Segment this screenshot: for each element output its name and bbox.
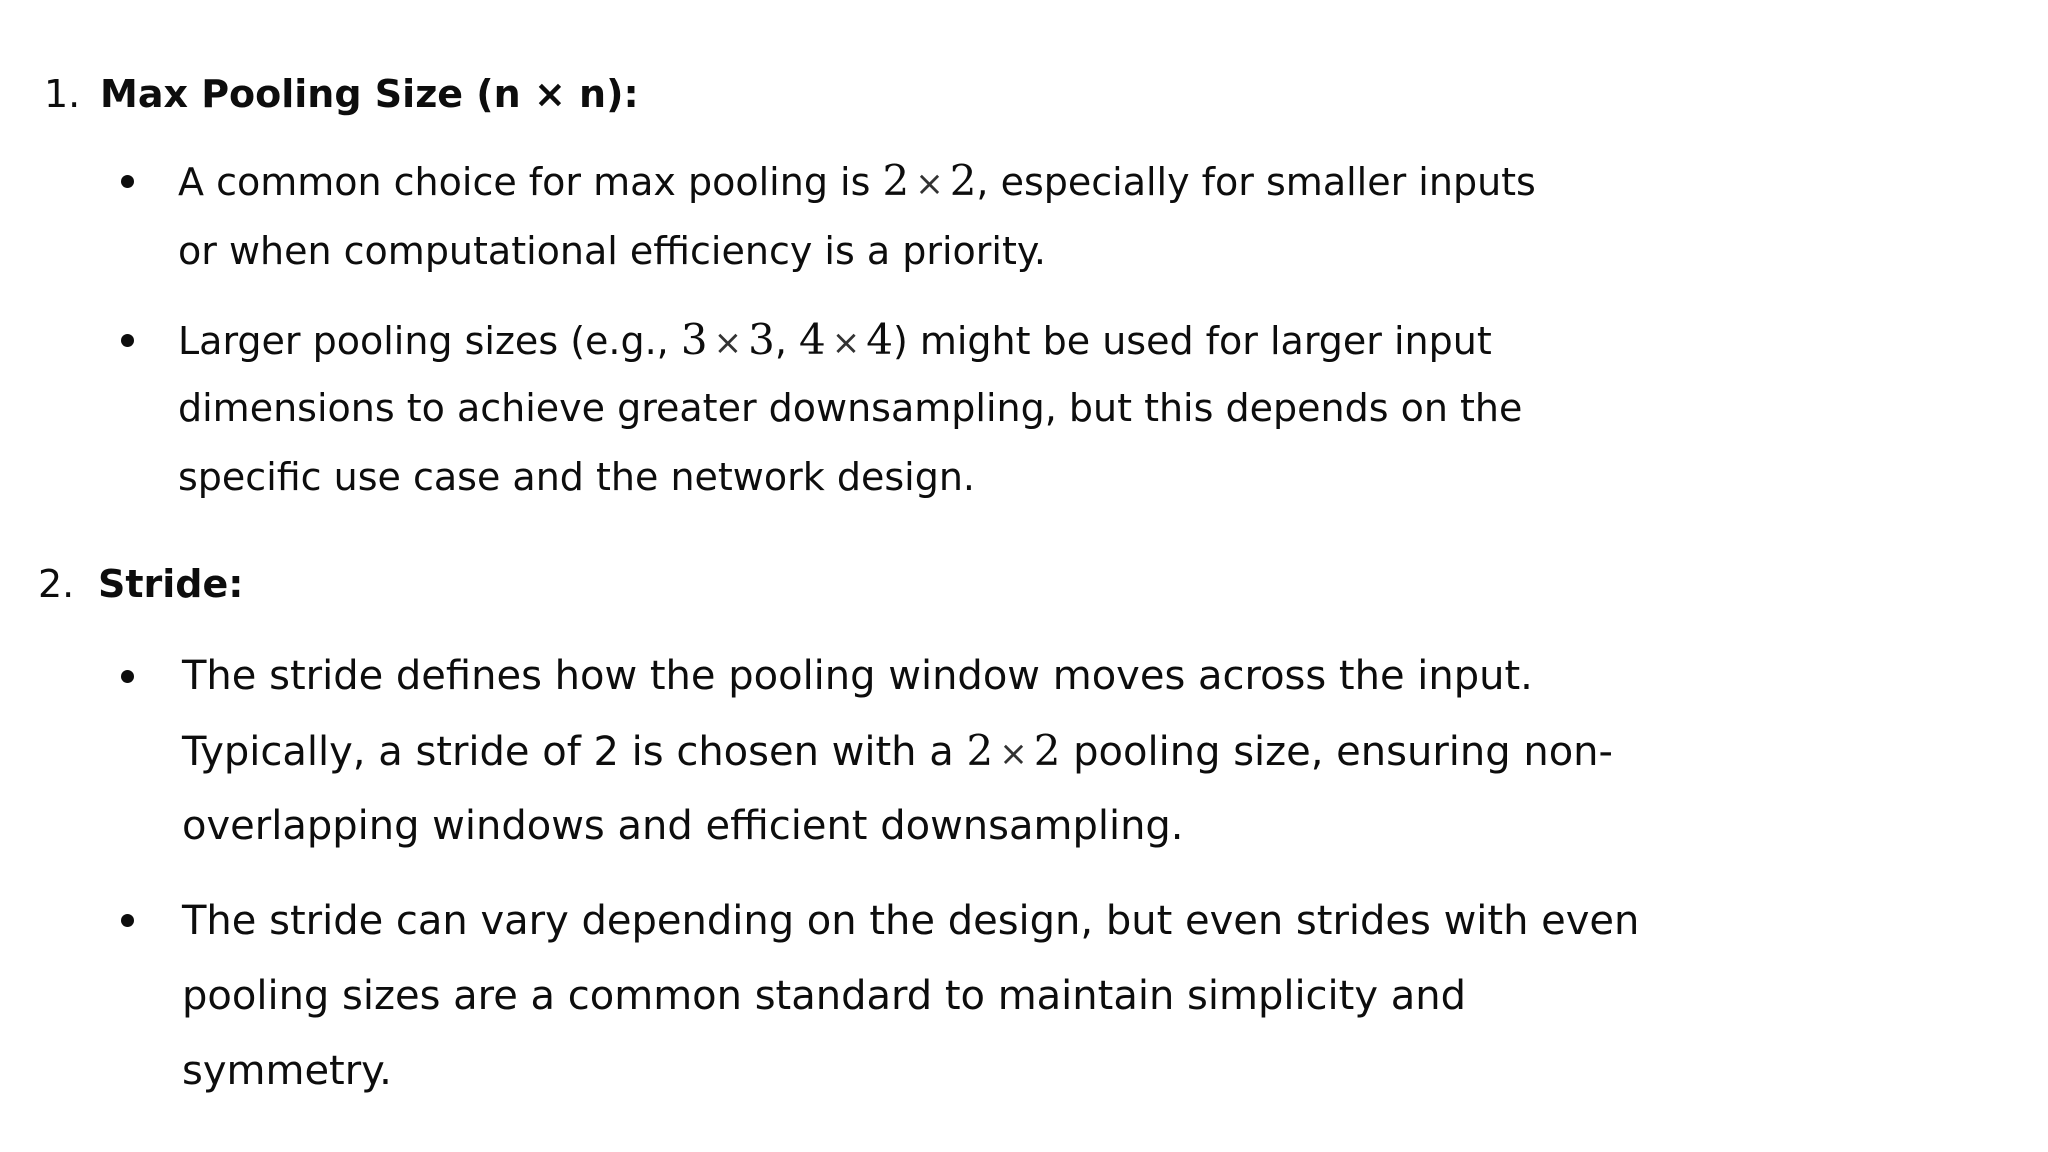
bullet-icon: [121, 175, 134, 188]
bullet-icon: [121, 670, 134, 683]
bullet-icon: [121, 914, 134, 927]
bullet-text-line: Larger pooling sizes (e.g., 3 × 3, 4 × 4) might be used for larger input: [178, 315, 1492, 364]
section-heading: Max Pooling Size (n × n):: [100, 72, 639, 116]
bullet-text-line: pooling sizes are a common standard to maintain simplicity and: [182, 973, 1466, 1019]
list-number: 1.: [44, 72, 81, 116]
section-heading: Stride:: [98, 562, 244, 606]
math-expression: 2 × 2: [882, 156, 977, 205]
bullet-text-line: specific use case and the network design.: [178, 455, 975, 499]
bullet-text-line: The stride defines how the pooling window moves across the input.: [182, 653, 1533, 699]
bullet-icon: [121, 334, 134, 347]
bullet-text-line: A common choice for max pooling is 2 × 2, especially for smaller inputs: [178, 156, 1536, 205]
bullet-text-line: The stride can vary depending on the design, but even strides with even: [182, 898, 1640, 944]
math-expression: 3 × 3: [680, 315, 775, 364]
math-expression: 4 × 4: [798, 315, 893, 364]
bullet-text-line: symmetry.: [182, 1048, 392, 1094]
bullet-text-line: or when computational efficiency is a priority.: [178, 229, 1046, 273]
bullet-text-line: dimensions to achieve greater downsampling, but this depends on the: [178, 386, 1523, 430]
list-number: 2.: [38, 562, 75, 606]
bullet-text-line: overlapping windows and efficient downsampling.: [182, 803, 1184, 849]
math-expression: 2 × 2: [966, 726, 1061, 775]
bullet-text-line: Typically, a stride of 2 is chosen with a 2 × 2 pooling size, ensuring non-: [182, 726, 1613, 775]
